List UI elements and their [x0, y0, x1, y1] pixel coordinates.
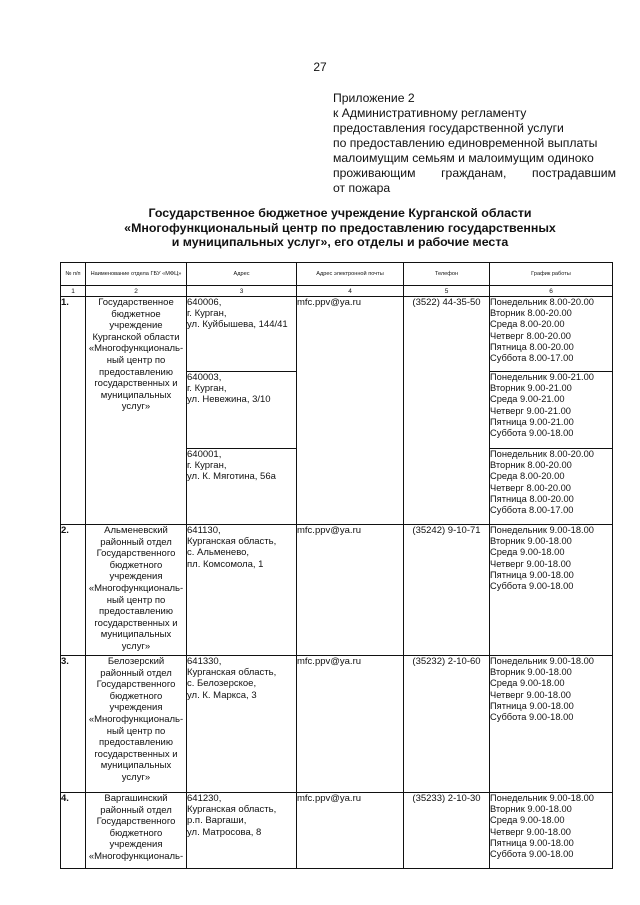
appendix-line: Приложение 2 [333, 91, 415, 105]
row-number: 3. [61, 656, 86, 793]
office-name: Государственное бюджетное учреждение Курганской области «Многофункциональ-ный центр по предоставлению государственных и муниципальных услуг» [86, 297, 187, 525]
appendix-line: к Административному регламенту [333, 106, 527, 120]
appendix-heading [333, 91, 616, 196]
table-row [61, 297, 613, 372]
office-email: mfc.ppv@ya.ru [297, 793, 404, 869]
address-text: 641130, Курганская область, с. Альменево, пл. Комсомола, 1 [187, 525, 277, 570]
office-schedule: Понедельник 8.00-20.00 Вторник 8.00-20.00 Среда 8.00-20.00 Четверг 8.00-20.00 Пятница 8.00-20.00 Суббота 8.00-17.00 [490, 297, 613, 372]
header-email: Адрес электронной почты [297, 263, 404, 286]
appendix-line: по предоставлению единовременной выплаты [333, 136, 598, 150]
address-text: 641330, Курганская область, с. Белозерское, ул. К. Маркса, 3 [187, 656, 277, 701]
office-address [187, 372, 297, 449]
document-title [60, 206, 620, 250]
table-row [61, 656, 613, 793]
row-number: 4. [61, 793, 86, 869]
office-schedule: Понедельник 9.00-18.00 Вторник 9.00-18.00 Среда 9.00-18.00 Четверг 9.00-18.00 Пятница 9.00-18.00 Суббота 9.00-18.00 [490, 656, 613, 793]
row-number: 2. [61, 525, 86, 656]
office-schedule: Понедельник 9.00-18.00 Вторник 9.00-18.00 Среда 9.00-18.00 Четверг 9.00-18.00 Пятница 9.00-18.00 Суббота 9.00-18.00 [490, 793, 613, 869]
office-phone: (3522) 44-35-50 [404, 297, 490, 525]
appendix-line: малоимущим семьям и малоимущим одиноко [333, 151, 594, 165]
column-number: 4 [297, 286, 404, 297]
title-line: Государственное бюджетное учреждение Курганской области [148, 206, 532, 220]
header-name: Наименование отдела ГБУ «МФЦ» [86, 263, 187, 286]
header-phone: Телефон [404, 263, 490, 286]
appendix-line: от пожара [333, 181, 391, 195]
office-phone: (35242) 9-10-71 [404, 525, 490, 656]
address-text: 640003, г. Курган, ул. Невежина, 3/10 [187, 372, 271, 406]
office-email: mfc.ppv@ya.ru [297, 525, 404, 656]
address-text: 640006, г. Курган, ул. Куйбышева, 144/41 [187, 297, 288, 331]
office-address [187, 525, 297, 656]
office-name: Белозерский районный отдел Государственного бюджетного учреждения «Многофункциональ-ный центр по предоставлению государственных и муниципальных услуг» [86, 656, 187, 793]
office-phone: (35233) 2-10-30 [404, 793, 490, 869]
column-number: 3 [187, 286, 297, 297]
office-address [187, 656, 297, 793]
header-num: № п/п [61, 263, 86, 286]
column-number: 6 [490, 286, 613, 297]
address-text: 640001, г. Курган, ул. К. Мяготина, 56а [187, 449, 276, 483]
header-address: Адрес [187, 263, 297, 286]
table-row [61, 525, 613, 656]
offices-table [60, 262, 613, 869]
page-number: 27 [313, 60, 327, 74]
row-number: 1. [61, 297, 86, 525]
title-line: «Многофункциональный центр по предоставлению государственных [124, 220, 556, 235]
office-schedule: Понедельник 8.00-20.00 Вторник 8.00-20.00 Среда 8.00-20.00 Четверг 8.00-20.00 Пятница 8.00-20.00 Суббота 8.00-17.00 [490, 449, 613, 525]
office-phone: (35232) 2-10-60 [404, 656, 490, 793]
office-name: Альменевский районный отдел Государственного бюджетного учреждения «Многофункциональ-ный центр по предоставлению государственных и муниципальных услуг» [86, 525, 187, 656]
column-numbers-row [61, 286, 613, 297]
office-schedule: Понедельник 9.00-18.00 Вторник 9.00-18.00 Среда 9.00-18.00 Четверг 9.00-18.00 Пятница 9.00-18.00 Суббота 9.00-18.00 [490, 525, 613, 656]
address-text: 641230, Курганская область, р.п. Варгаши, ул. Матросова, 8 [187, 793, 277, 838]
office-email: mfc.ppv@ya.ru [297, 656, 404, 793]
office-address [187, 297, 297, 372]
column-number: 2 [86, 286, 187, 297]
column-number: 5 [404, 286, 490, 297]
appendix-line: проживающим гражданам, пострадавшим [333, 166, 616, 180]
office-email: mfc.ppv@ya.ru [297, 297, 404, 525]
office-schedule: Понедельник 9.00-21.00 Вторник 9.00-21.00 Среда 9.00-21.00 Четверг 9.00-21.00 Пятница 9.00-21.00 Суббота 9.00-18.00 [490, 372, 613, 449]
office-address [187, 449, 297, 525]
office-name: Варгашинский районный отдел Государственного бюджетного учреждения «Многофункциональ- [86, 793, 187, 869]
table-header-row [61, 263, 613, 286]
table-row [61, 793, 613, 869]
column-number: 1 [61, 286, 86, 297]
appendix-line: предоставления государственной услуги [333, 121, 564, 135]
office-address [187, 793, 297, 869]
title-line: и муниципальных услуг», его отделы и рабочие места [171, 235, 509, 249]
header-schedule: График работы [490, 263, 613, 286]
